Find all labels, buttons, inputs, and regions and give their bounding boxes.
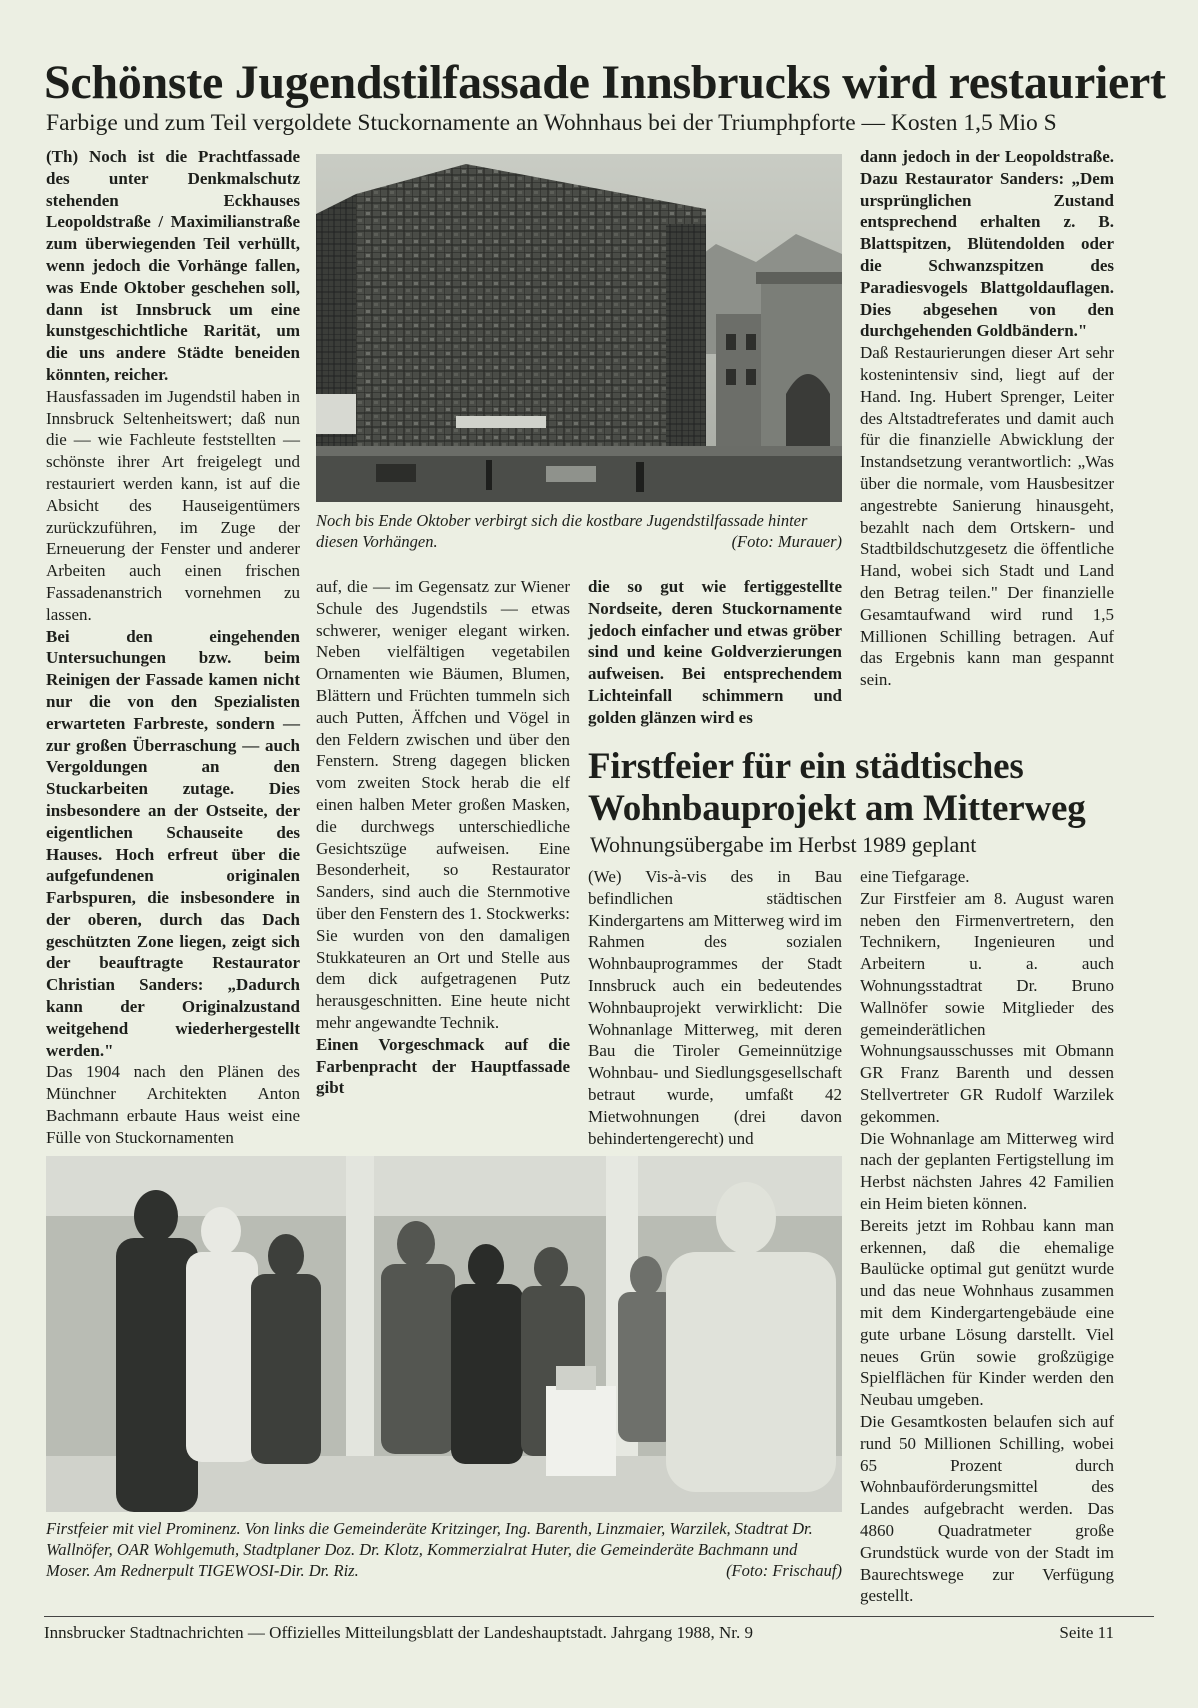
article1-lead: (Th) Noch ist die Prachtfassade des unter Denkmalschutz stehenden Eckhauses Leopoldstraße / Maximilianstraße zum überwiegenden Teil verhüllt, wenn jedoch die Vorhänge fallen, was Ende Oktober geschehen soll, dann ist Innsbruck um eine kunstgeschichtliche Rarität, um die uns andere Städte beneiden könnten, reicher. [46, 147, 300, 384]
firstfeier-photo-image [46, 1156, 842, 1512]
firstfeier-photo [46, 1156, 842, 1512]
photo-credit: (Foto: Murauer) [731, 532, 842, 551]
article1-paragraph: Daß Restaurierungen dieser Art sehr kostenintensiv sind, liegt auf der Hand. Ing. Hubert Sprenger, Leiter des Altstadtreferates und damit auch für die finanzielle Abwicklung der Instandsetzung verantwortlich: „Was über die normale, vom Hausbesitzer angestrebte Sanierung hinausgeht, bezahlt nach dem Ortskern- und Stadtbildschutzgesetz die öffentliche Hand, wobei sich Stadt und Land den Betrag teilen." Der finanzielle Gesamtaufwand wird rund 1,5 Millionen Schilling betragen. Auf das Ergebnis kann man gespannt sein. [860, 343, 1114, 690]
article1-paragraph: Bei den eingehenden Untersuchungen bzw. beim Reinigen der Fassade kamen nicht nur die von den Spezialisten erwarteten Farbreste, sondern — zur großen Überraschung — auch Vergoldungen an den Stuckarbeiten zutage. Dies insbesondere an der Ostseite, der eigentlichen Schauseite des Hauses. Hoch erfreut über die aufgefundenen originalen Farbspuren, die insbesondere in der oberen, durch das Dach geschützten Zone liegen, zeigt sich der beauftragte Restaurator Christian Sanders: „Dadurch kann der Originalzustand weitgehend wiederhergestellt werden." [46, 626, 300, 1060]
article2-headline: Firstfeier für ein städtisches Wohnbauprojekt am Mitterweg [588, 746, 1086, 829]
article1-paragraph: Einen Vorgeschmack auf die Farbenpracht der Hauptfassade gibt [316, 1034, 570, 1098]
page-headline: Schönste Jugendstilfassade Innsbrucks wird restauriert [44, 56, 1166, 109]
footer-publication: Innsbrucker Stadtnachrichten — Offizielles Mitteilungsblatt der Landeshauptstadt. Jahrgang 1988, Nr. 9 [44, 1623, 753, 1642]
article1-column-2 [316, 576, 570, 1099]
page-subheadline: Farbige und zum Teil vergoldete Stuckornamente an Wohnhaus bei der Triumphpforte — Kosten 1,5 Mio S [46, 110, 1057, 136]
page-footer [44, 1616, 1154, 1643]
article2-paragraph: eine Tiefgarage. [860, 867, 970, 886]
photo-credit: (Foto: Frischauf) [726, 1561, 842, 1580]
article1-column-4 [860, 146, 1114, 691]
article2-paragraph: Zur Firstfeier am 8. August waren neben den Firmenvertretern, den Technikern, Ingenieuren und Arbeitern u. a. auch Wohnungsstadtrat Dr. Bruno Wallnöfer sowie Mitglieder des gemeinderätlichen Wohnungsausschusses mit Obmann GR Franz Barenth und dessen Stellvertreter GR Rudolf Warzilek gekommen. [860, 888, 1114, 1126]
article2-column-2 [860, 866, 1114, 1607]
article2-paragraph: Die Wohnanlage am Mitterweg wird nach der geplanten Fertigstellung im Herbst nächsten Jahres 42 Familien ein Heim bieten können. [860, 1128, 1114, 1213]
article1-paragraph: die so gut wie fertiggestellte Nordseite, deren Stuckornamente jedoch einfacher und etwas gröber sind und keine Goldverzierungen aufweisen. Bei entsprechendem Lichteinfall schimmern und golden glänzen wird es [588, 577, 842, 727]
article1-column-1 [46, 146, 300, 1149]
article2-paragraph: (We) Vis-à-vis des in Bau befindlichen städtischen Kindergartens am Mitterweg wird im Rahmen des sozialen Wohnbauprogrammes der Stadt Innsbruck auch ein bedeutendes Wohnbauprojekt verwirklicht: Die Wohnanlage Mitterweg, mit deren Bau die Tiroler Gemeinnützige Wohnbau- und Siedlungsgesellschaft betraut wurde, umfaßt 42 Mietwohnungen (drei davon behindertengerecht) und [588, 867, 842, 1148]
building-photo-caption [316, 510, 842, 552]
building-photo-image [316, 154, 842, 502]
firstfeier-photo-caption [46, 1518, 842, 1581]
article2-column-1 [588, 866, 842, 1149]
article1-paragraph: Hausfassaden im Jugendstil haben in Innsbruck Seltenheitswert; daß nun die — wie Fachleute feststellten — schönste ihrer Art freigelegt und restauriert werden kann, ist auf die Absicht des Hauseigentümers zurückzuführen, im Zuge der Erneuerung der Fenster und anderer Arbeiten auch einen frischen Fassadenanstrich vornehmen zu lassen. [46, 386, 300, 624]
article2-subheadline: Wohnungsübergabe im Herbst 1989 geplant [590, 832, 977, 857]
caption-text: Firstfeier mit viel Prominenz. Von links die Gemeinderäte Kritzinger, Ing. Barenth, Linzmaier, Warzilek, Stadtrat Dr. Wallnöfer, OAR Wohlgemuth, Stadtplaner Doz. Dr. Klotz, Kommerzialrat Huter, die Gemeinderäte Bachmann und Moser. Am Rednerpult TIGEWOSI-Dir. Dr. Riz. [46, 1519, 813, 1580]
page-number: Seite 11 [1059, 1623, 1114, 1642]
building-photo [316, 154, 842, 502]
caption-text: Noch bis Ende Oktober verbirgt sich die kostbare Jugendstilfassade hinter diesen Vorhängen. [316, 511, 808, 551]
article1-paragraph: dann jedoch in der Leopoldstraße. Dazu Restaurator Sanders: „Dem ursprünglichen Zustand entsprechend erhalten z. B. Blattspitzen, Blütendolden oder die Schwanzspitzen des Paradiesvogels Blattgoldauflagen. Dies abgesehen von den durchgehenden Goldbändern." [860, 147, 1114, 341]
article2-paragraph: Bereits jetzt im Rohbau kann man erkennen, daß die ehemalige Baulücke optimal gut genützt wurde und das neue Wohnhaus zusammen mit dem Kindergartengebäude eine gute urbane Lösung darstellt. Viel neues Grün sowie großzügige Spielflächen für Kinder werden den Neubau umgeben. [860, 1215, 1114, 1410]
article2-paragraph: Die Gesamtkosten belaufen sich auf rund 50 Millionen Schilling, wobei 65 Prozent durch Wohnbauförderungsmittel des Landes aufgebracht werden. Das 4860 Quadratmeter große Grundstück wurde von der Stadt im Baurechtswege zur Verfügung gestellt. [860, 1411, 1114, 1606]
article1-paragraph: Das 1904 nach den Plänen des Münchner Architekten Anton Bachmann erbaute Haus weist eine Fülle von Stuckornamenten [46, 1062, 300, 1147]
article1-paragraph: auf, die — im Gegensatz zur Wiener Schule des Jugendstils — etwas schwerer, weniger elegant wirken. Neben vielfältigen vegetabilen Ornamenten wie Bäumen, Blumen, Blättern und Früchten tummeln sich auch Putten, Äffchen und Vögel in den Feldern zwischen und über den Fenstern. Streng dagegen blicken vom zweiten Stock herab die elf einen halben Meter großen Masken, die durchwegs unterschiedliche Gesichtszüge aufweisen. Eine Besonderheit, so Restaurator Sanders, sind auch die Sternmotive über den Fenstern des 1. Stockwerks: Sie wurden von den damaligen Stukkateuren an Ort und Stelle aus dem dick aufgetragenen Putz herausgeschnitten. Eine heute nicht mehr angewandte Technik. [316, 577, 571, 1032]
article1-column-3 [588, 576, 842, 729]
